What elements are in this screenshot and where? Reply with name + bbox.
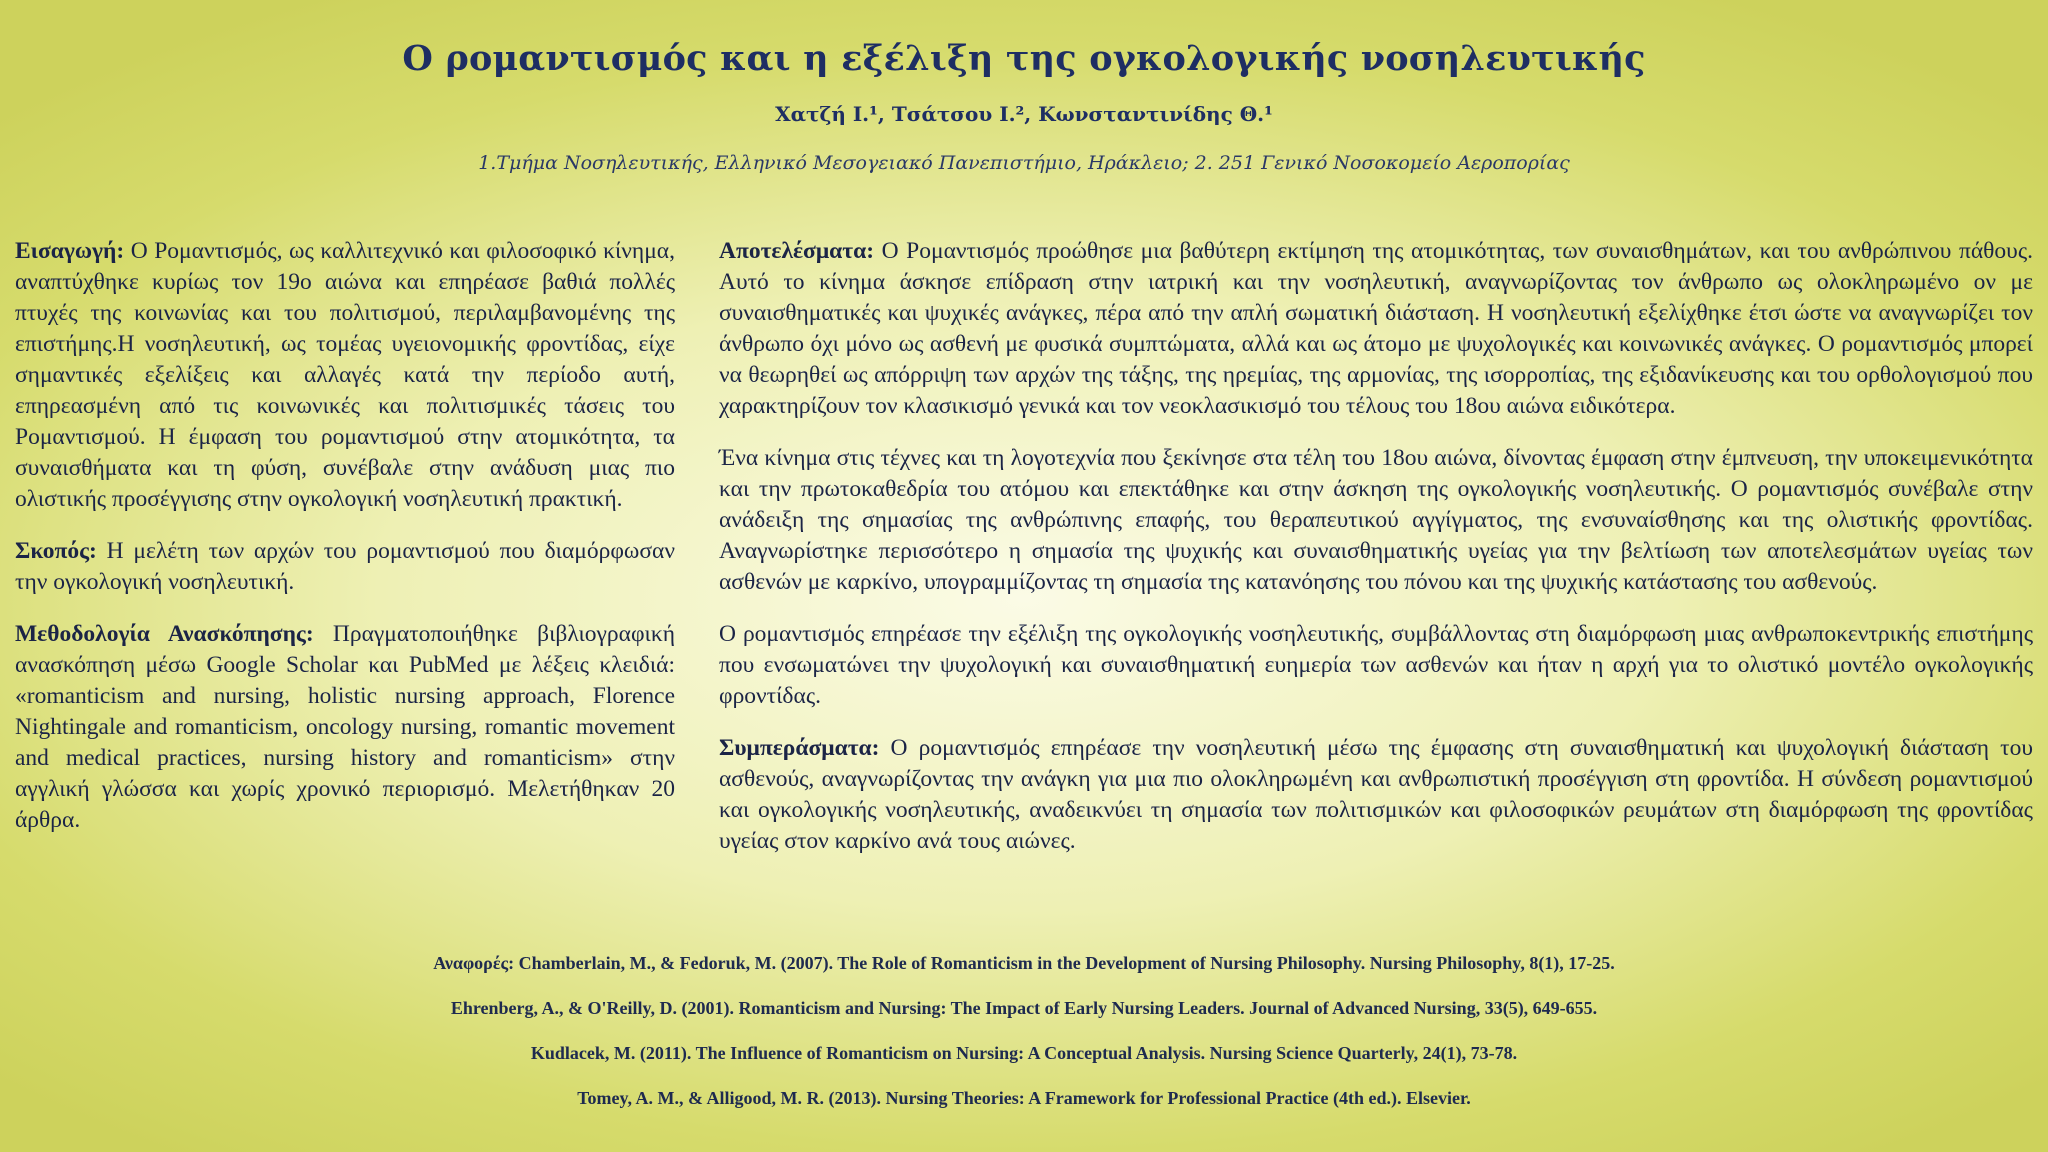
results-paragraph-2: Ένα κίνημα στις τέχνες και τη λογοτεχνία που ξεκίνησε στα τέλη του 18ου αιώνα, δίνοντας έμφαση στην έμπνευση, την υποκειμενικότητα και την πρωτοκαθεδρία του ατόμου και επεκτάθηκε και στην άσκηση της ογκολογικής νοσηλευτικής. Ο ρομαντισμός συνέβαλε στην ανάδειξη της σημασίας της ανθρώπινης επαφής, του θεραπευτικού αγγίγματος, της ενσυναίσθησης και της ολιστικής φροντίδας. Αναγνωρίστηκε περισσότερο η σημασία της ψυχικής και συναισθηματικής υγείας για την βελτίωση των αποτελεσμάτων υγείας των ασθενών με καρκίνο, υπογραμμίζοντας τη σημασία της κατανόησης του πόνου και της ψυχικής κατάστασης του ασθενούς. (719, 445, 2033, 595)
introduction-section (15, 236, 675, 515)
methodology-section (15, 619, 675, 836)
poster-authors: Χατζή Ι.¹, Τσάτσου Ι.², Κωνσταντινίδης Θ.¹ (775, 102, 1273, 126)
right-column (719, 236, 2033, 878)
introduction-label: Εισαγωγή: (15, 238, 125, 264)
aim-text: Η μελέτη των αρχών του ρομαντισμού που διαμόρφωσαν την ογκολογική νοσηλευτική. (15, 538, 675, 595)
results-paragraph-3: Ο ρομαντισμός επηρέασε την εξέλιξη της ογκολογικής νοσηλευτικής, συμβάλλοντας στη διαμόρφωση μιας ανθρωποκεντρικής επιστήμης που ενσωματώνει την ψυχολογική και συναισθηματική ευημερία των ασθενών και ήταν η αρχή για το ολιστικό μοντέλο ογκολογικής φροντίδας. (719, 621, 2033, 709)
poster-title: Ο ρομαντισμός και η εξέλιξη της ογκολογικής νοσηλευτικής (402, 38, 1646, 79)
reference-item: Kudlacek, M. (2011). The Influence of Romanticism on Nursing: A Conceptual Analysis. Nursing Science Quarterly, 24(1), 73-78. (530, 1043, 1518, 1063)
conclusions-text: Ο ρομαντισμός επηρέασε την νοσηλευτική μέσω της έμφασης στη συναισθηματική και ψυχολογική διάσταση του ασθενούς, αναγνωρίζοντας την ανάγκη για μια πιο ολοκληρωμένη και ανθρωπιστική προσέγγιση στη φροντίδα. Η σύνδεση ρομαντισμού και ογκολογικής νοσηλευτικής, αναδεικνύει τη σημασία των πολιτισμικών και φιλοσοφικών ρευμάτων στη διαμόρφωση της φροντίδας υγείας στον καρκίνο ανά τους αιώνες. (719, 735, 2033, 854)
aim-section (15, 536, 675, 598)
methodology-label: Μεθοδολογία Ανασκόπησης: (15, 621, 314, 647)
methodology-text: Πραγματοποιήθηκε βιβλιογραφική ανασκόπηση μέσω Google Scholar και PubMed με λέξεις κλειδιά: «romanticism and nursing, holistic nursing approach, Florence Nightingale and romanticism, oncology nursing, romantic movement and medical practices, nursing history and romanticism» στην αγγλική γλώσσα και χωρίς χρονικό περιορισμό. Μελετήθηκαν 20 άρθρα. (15, 621, 675, 833)
results-text: Ο Ρομαντισμός προώθησε μια βαθύτερη εκτίμηση της ατομικότητας, των συναισθημάτων, και του ανθρώπινου πάθους. Αυτό το κίνημα άσκησε επίδραση στην ιατρική και την νοσηλευτική, αναγνωρίζοντας τον άνθρωπο ως ολοκληρωμένο ον με συναισθηματικές και ψυχικές ανάγκες, πέρα από την απλή σωματική διάσταση. Η νοσηλευτική εξελίχθηκε έτσι ώστε να αναγνωρίζει τον άνθρωπο όχι μόνο ως ασθενή με φυσικά συμπτώματα, αλλά και ως άτομο με ψυχολογικές και κοινωνικές ανάγκες. Ο ρομαντισμός μπορεί να θεωρηθεί ως απόρριψη των αρχών της τάξης, της ηρεμίας, της αρμονίας, της ισορροπίας, της εξιδανίκευσης και του ορθολογισμού που χαρακτηρίζουν τον κλασικισμό γενικά και τον νεοκλασικισμό του τέλους του 18ου αιώνα ειδικότερα. (719, 238, 2033, 419)
aim-label: Σκοπός: (15, 538, 97, 564)
reference-item: Ehrenberg, A., & O'Reilly, D. (2001). Romanticism and Nursing: The Impact of Early Nursing Leaders. Journal of Advanced Nursing, 33(5), 649-655. (450, 998, 1598, 1018)
reference-item: Tomey, A. M., & Alligood, M. R. (2013). Nursing Theories: A Framework for Professional Practice (4th ed.). Elsevier. (577, 1088, 1471, 1108)
left-column (15, 236, 675, 857)
introduction-text: Ο Ρομαντισμός, ως καλλιτεχνικό και φιλοσοφικό κίνημα, αναπτύχθηκε κυρίως τον 19ο αιώνα και επηρέασε βαθιά πολλές πτυχές της κοινωνίας και του πολιτισμού, περιλαμβανομένης της επιστήμης.Η νοσηλευτική, ως τομέας υγειονομικής φροντίδας, είχε σημαντικές εξελίξεις και αλλαγές κατά την περίοδο αυτή, επηρεασμένη από τις κοινωνικές και πολιτισμικές τάσεις του Ρομαντισμού. Η έμφαση του ρομαντισμού στην ατομικότητα, τα συναισθήματα και τη φύση, συνέβαλε στην ανάδυση μιας πιο ολιστικής προσέγγισης στην ογκολογική νοσηλευτική πρακτική. (15, 238, 675, 512)
results-label: Αποτελέσματα: (719, 238, 875, 264)
conclusions-label: Συμπεράσματα: (719, 735, 880, 761)
reference-item: Αναφορές: Chamberlain, M., & Fedoruk, M. (2007). The Role of Romanticism in the Development of Nursing Philosophy. Nursing Philosophy, 8(1), 17-25. (433, 953, 1615, 973)
references (0, 952, 2048, 1132)
conclusions-section (719, 733, 2033, 857)
poster-affiliation: 1.Τμήμα Νοσηλευτικής, Ελληνικό Μεσογειακό Πανεπιστήμιο, Ηράκλειο; 2. 251 Γενικό Νοσοκομείο Αεροπορίας (478, 152, 1570, 174)
results-section (719, 236, 2033, 422)
